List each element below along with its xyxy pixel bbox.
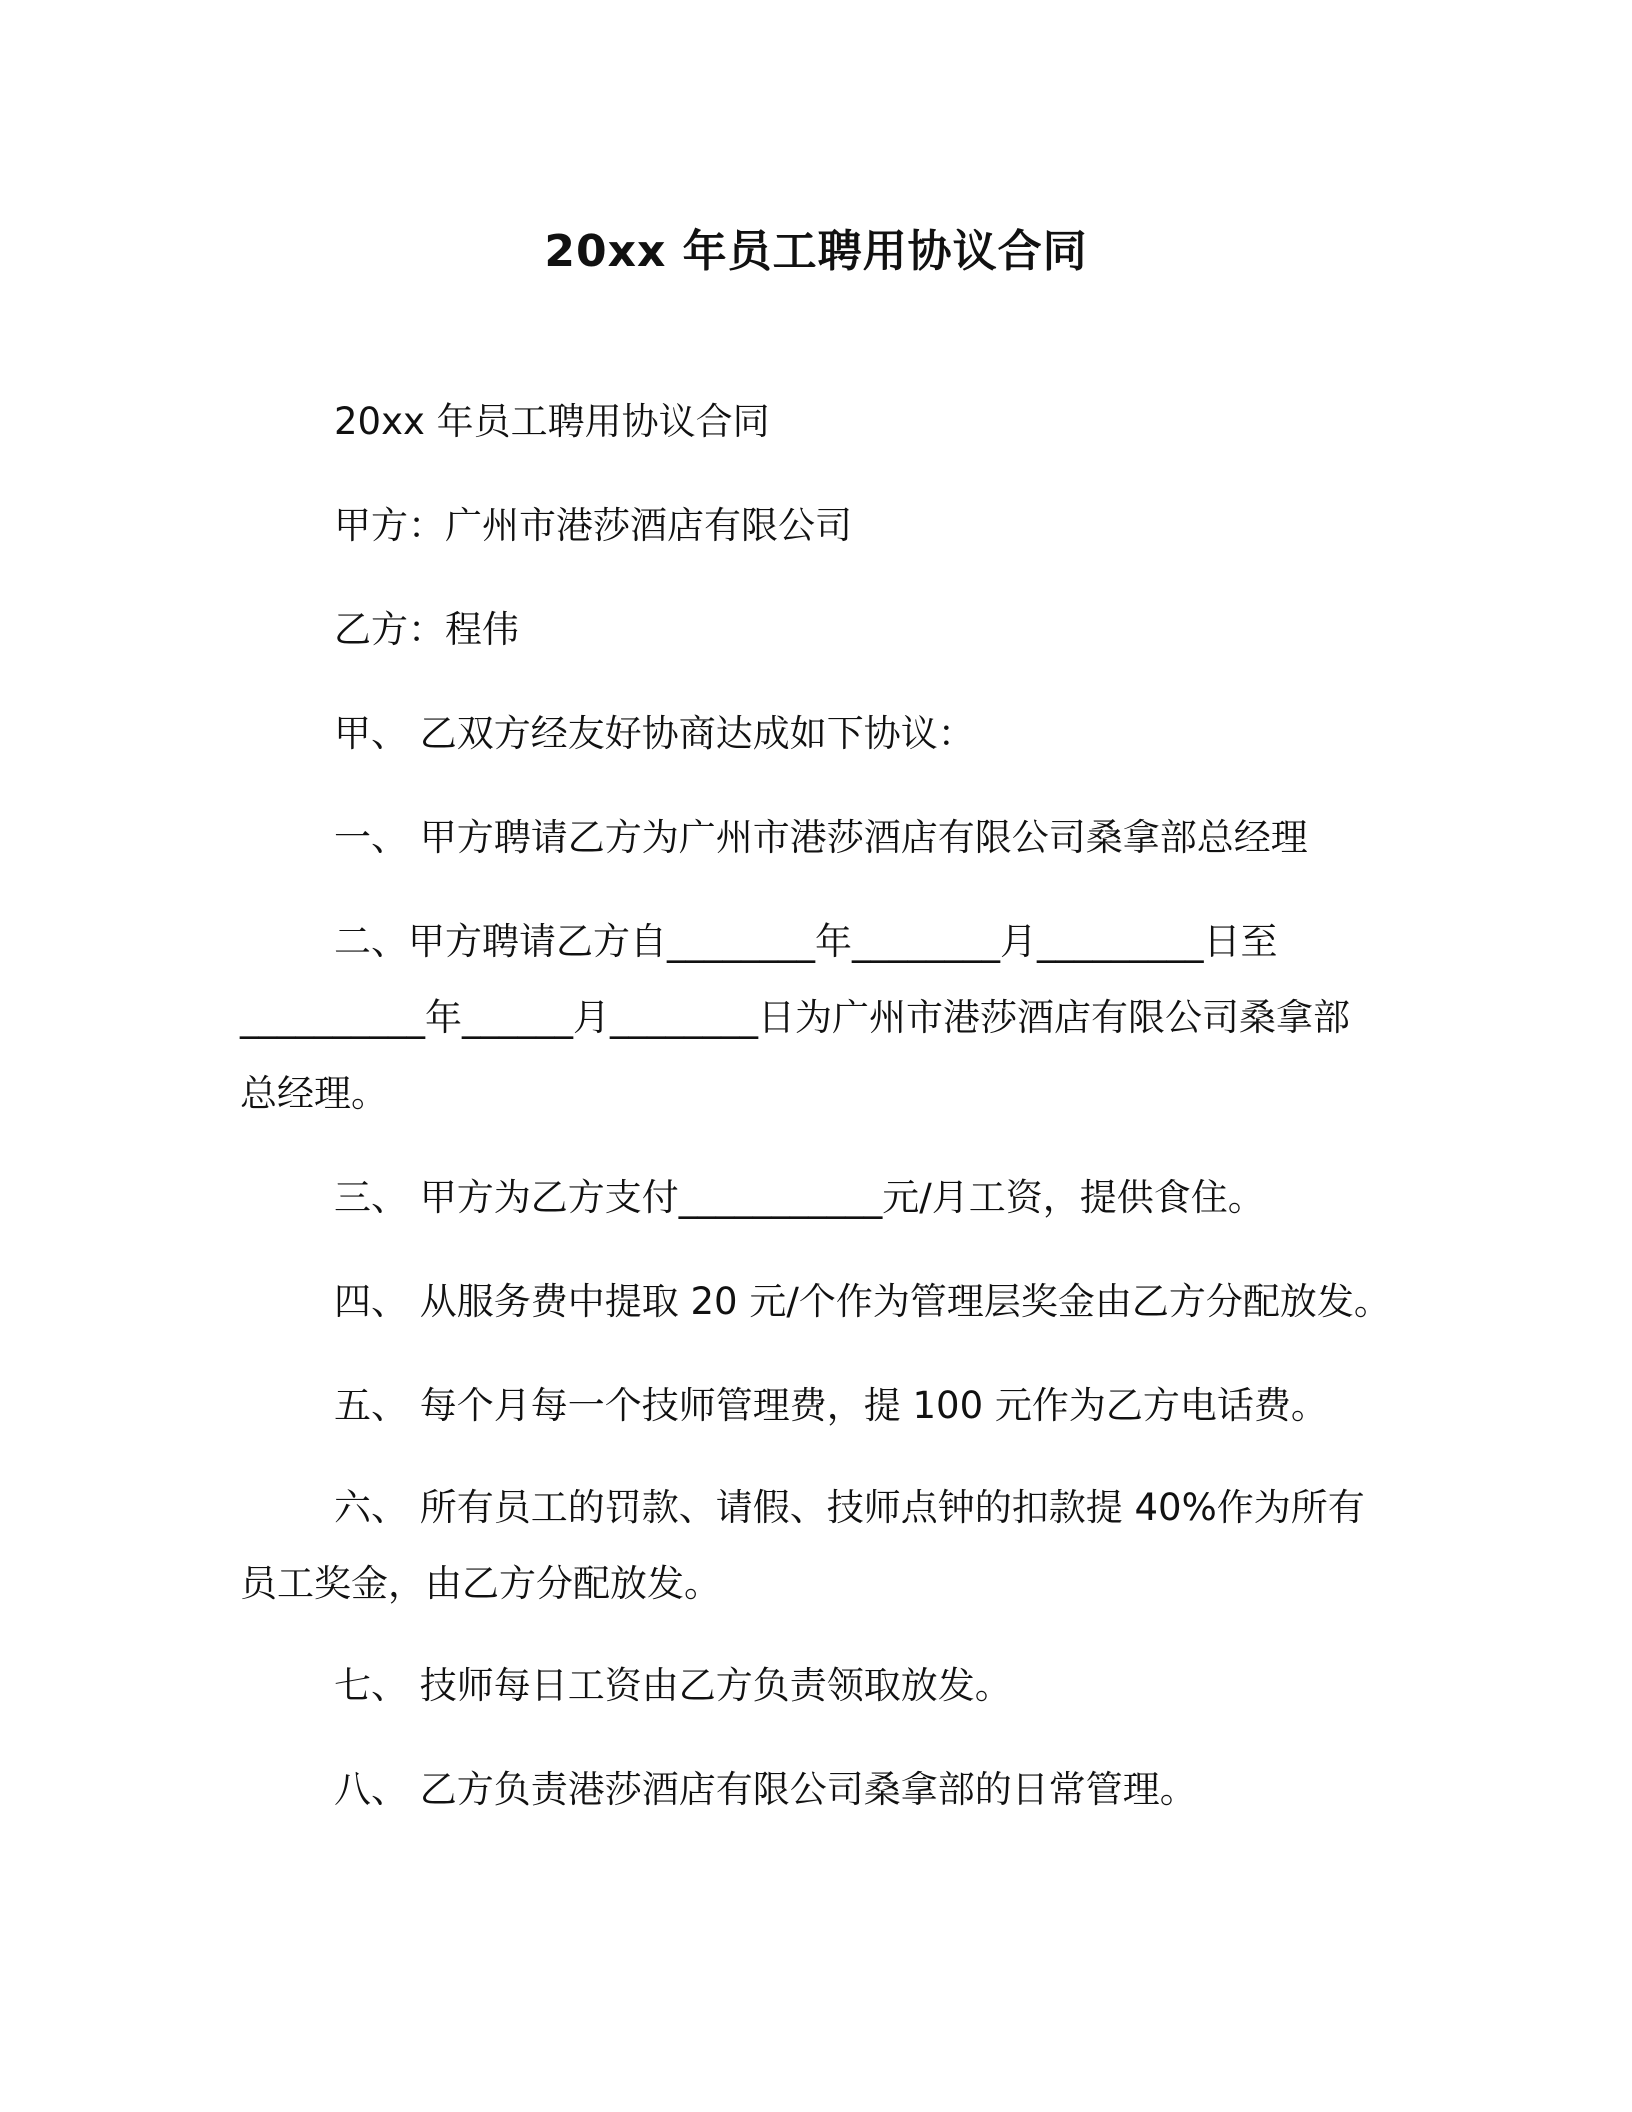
clause-2-line-3: 总经理。 bbox=[240, 1072, 388, 1115]
clause-4: 四、 从服务费中提取 20 元/个作为管理层奖金由乙方分配放发。 bbox=[334, 1280, 1391, 1323]
clause-1: 一、 甲方聘请乙方为广州市港莎酒店有限公司桑拿部总经理 bbox=[334, 816, 1308, 859]
clause-5: 五、 每个月每一个技师管理费，提 100 元作为乙方电话费。 bbox=[334, 1384, 1328, 1427]
clause-7: 七、 技师每日工资由乙方负责领取放发。 bbox=[334, 1664, 1012, 1707]
clause-6-line-2: 员工奖金，由乙方分配放发。 bbox=[240, 1562, 721, 1605]
clause-6-line-1: 六、 所有员工的罚款、请假、技师点钟的扣款提 40%作为所有 bbox=[334, 1486, 1365, 1529]
agreement-intro: 甲、 乙双方经友好协商达成如下协议： bbox=[334, 712, 975, 755]
party-b-line: 乙方：程伟 bbox=[334, 608, 519, 651]
document-title: 20xx 年员工聘用协议合同 bbox=[544, 226, 1088, 277]
heading-repeat: 20xx 年员工聘用协议合同 bbox=[334, 400, 770, 443]
clause-2-line-1: 二、甲方聘请乙方自________年________月_________日至 bbox=[334, 920, 1278, 963]
party-a-line: 甲方：广州市港莎酒店有限公司 bbox=[334, 504, 852, 547]
clause-8: 八、 乙方负责港莎酒店有限公司桑拿部的日常管理。 bbox=[334, 1768, 1197, 1811]
clause-3: 三、 甲方为乙方支付___________元/月工资，提供食住。 bbox=[334, 1176, 1265, 1219]
clause-2-line-2: __________年______月________日为广州市港莎酒店有限公司桑拿部 bbox=[240, 996, 1350, 1039]
